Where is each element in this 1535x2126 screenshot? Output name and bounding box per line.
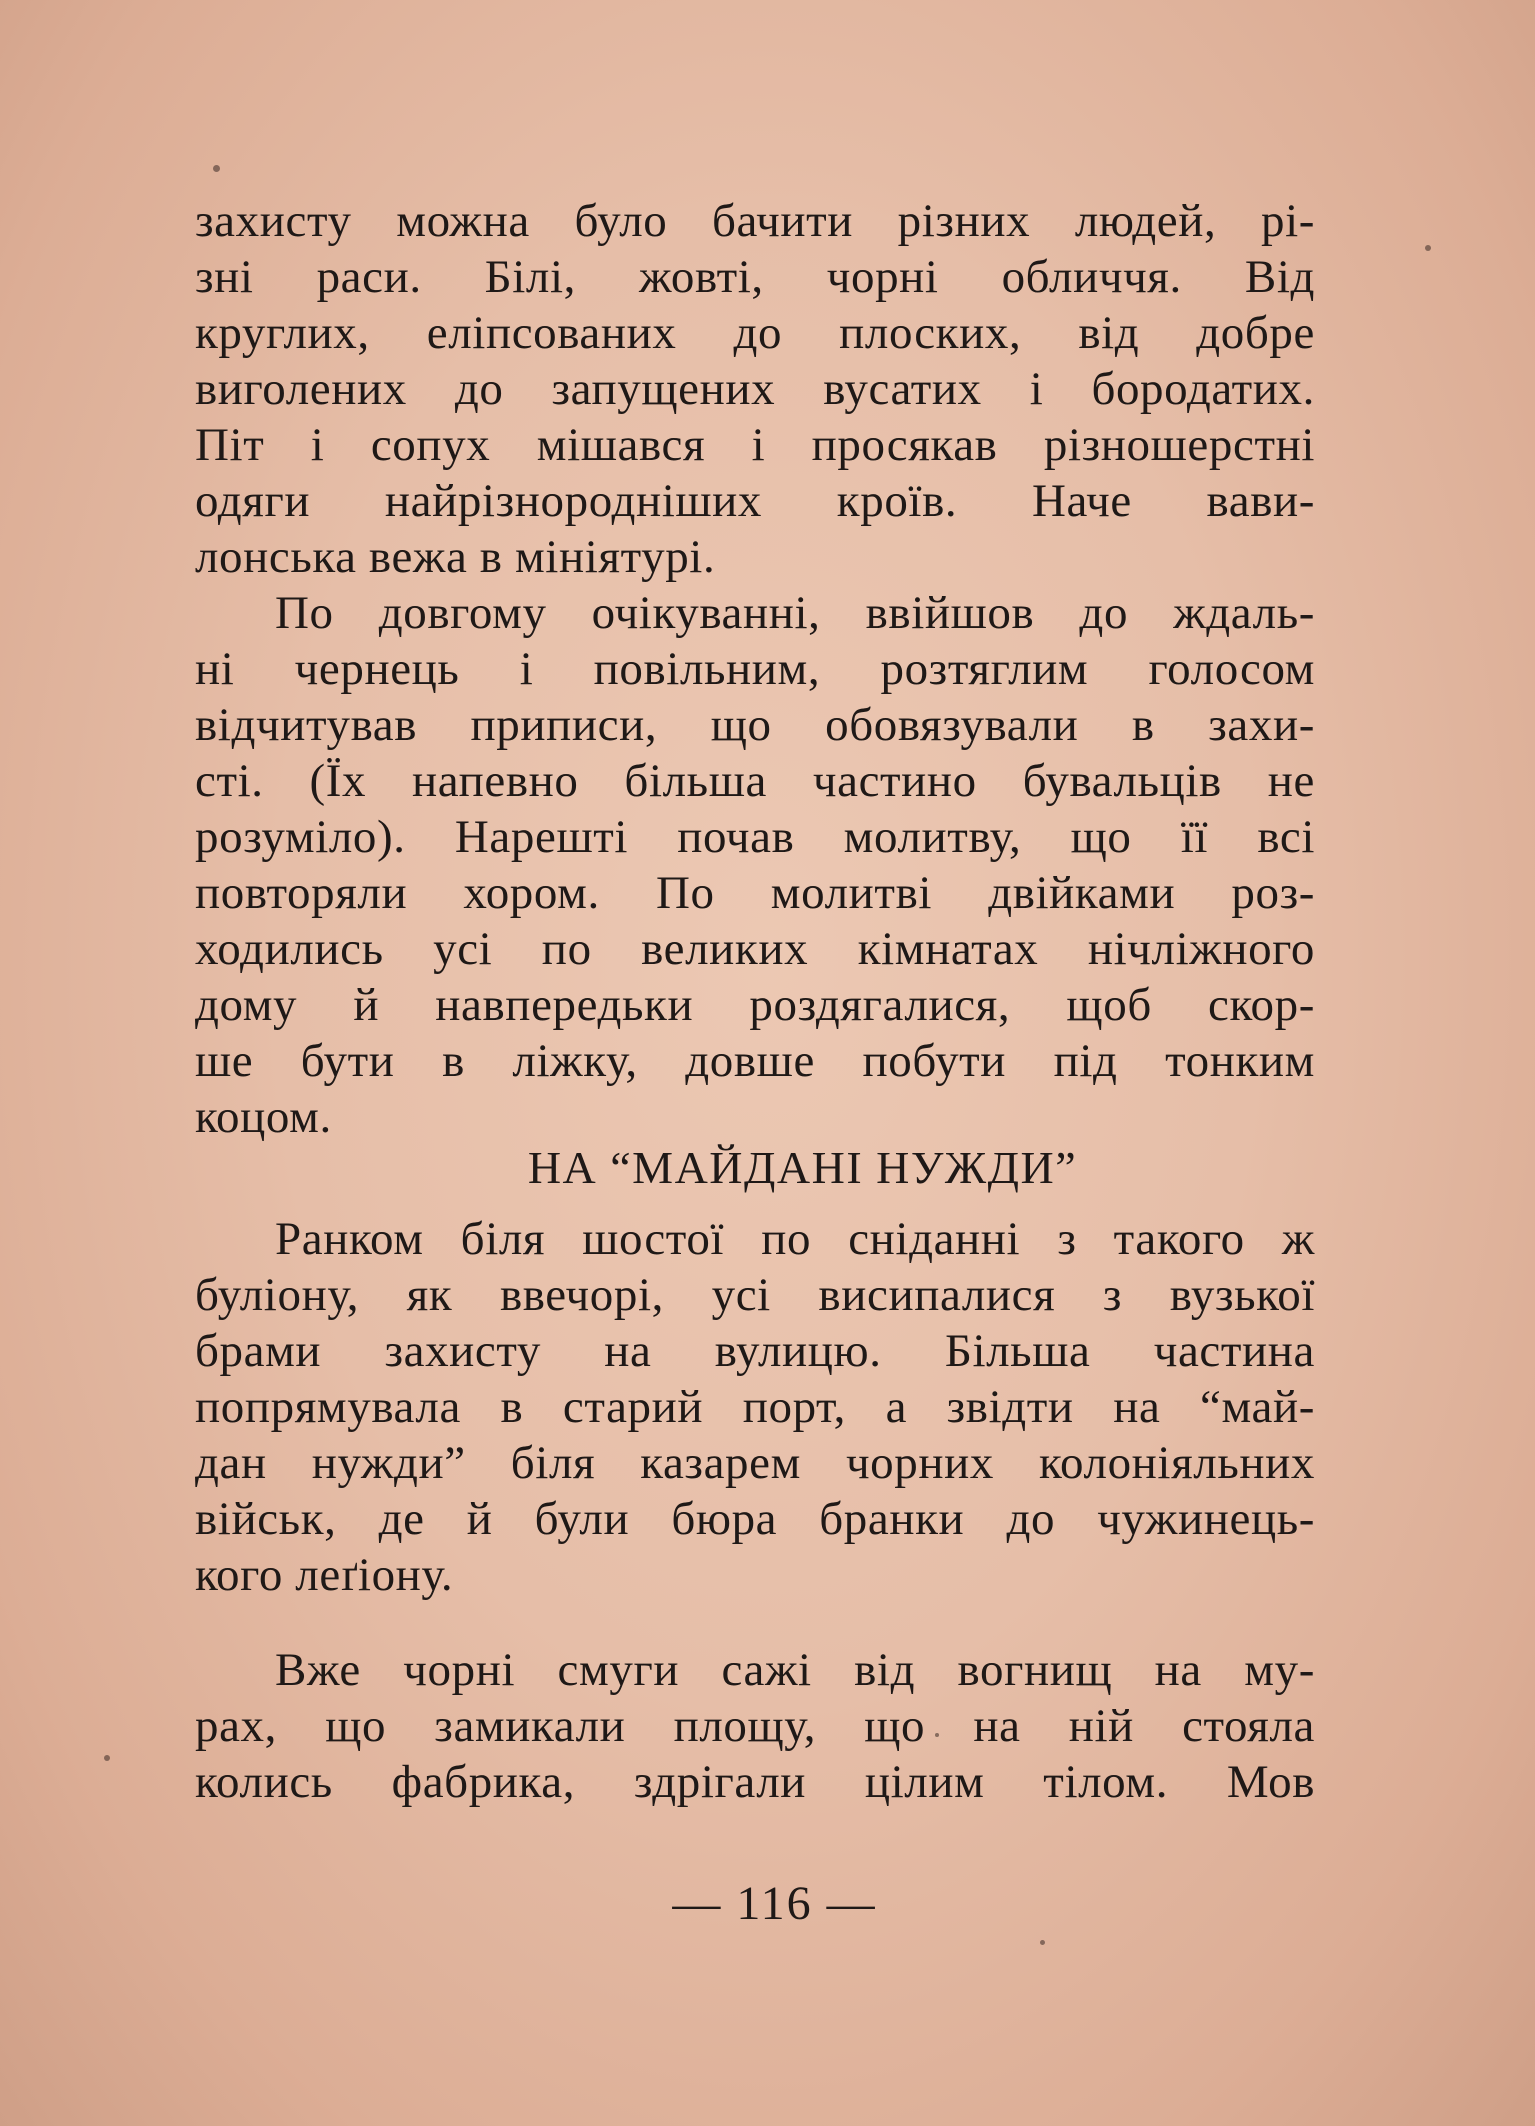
text-line: зні раси. Білі, жовті, чорні обличчя. Від <box>195 251 1315 303</box>
page-number <box>0 1876 1535 1932</box>
text-line: буліону, як ввечорі, усі висипалися з вузької <box>195 1269 1315 1321</box>
text-line: попрямувала в старий порт, а звідти на “май- <box>195 1381 1315 1433</box>
paper-speck <box>1040 1940 1045 1945</box>
paragraph-1 <box>195 193 1315 585</box>
text-line: захисту можна було бачити різних людей, рі- <box>195 195 1315 247</box>
paper-speck <box>104 1755 110 1761</box>
text-line: одяги найрізнородніших кроїв. Наче вави- <box>195 475 1315 527</box>
text-line: ні чернець і повільним, розтяглим голосом <box>195 643 1315 695</box>
text-line: дому й навпередьки роздягалися, щоб скор- <box>195 979 1315 1031</box>
text-line: ше бути в ліжку, довше побути під тонким <box>195 1035 1315 1087</box>
paragraph-2 <box>195 585 1315 1145</box>
paragraph-4 <box>195 1642 1315 1810</box>
text-line: коцом. <box>195 1091 332 1143</box>
text-line: розуміло). Нарешті почав молитву, що її всі <box>195 811 1315 863</box>
text-line: дан нужди” біля казарем чорних колоніяльних <box>195 1437 1315 1489</box>
text-line: відчитував приписи, що обовязували в захи- <box>195 699 1315 751</box>
text-line: ходились усі по великих кімнатах нічліжного <box>195 923 1315 975</box>
paper-speck <box>1425 245 1431 251</box>
text-line: рах, що замикали площу, що на ній стояла <box>195 1700 1315 1752</box>
text-line: Вже чорні смуги сажі від вогнищ на му- <box>275 1644 1315 1696</box>
text-line: брами захисту на вулицю. Більша частина <box>195 1325 1315 1377</box>
text-line: повторяли хором. По молитві двійками роз- <box>195 867 1315 919</box>
text-line: лонська вежа в мініятурі. <box>195 531 716 583</box>
body-text-top <box>195 193 1315 1145</box>
text-line: сті. (Їх напевно більша частино бувальців не <box>195 755 1315 807</box>
section-heading-text: НА “МАЙДАНІ НУЖДИ” <box>527 1142 1078 1193</box>
text-line: кого леґіону. <box>195 1549 454 1601</box>
text-line: військ, де й були бюра бранки до чужинець- <box>195 1493 1315 1545</box>
text-line: Піт і сопух мішався і просякав різношерстні <box>195 419 1315 471</box>
section-heading <box>0 1140 1535 1196</box>
page-number-text: — 116 — <box>672 1877 877 1930</box>
text-line: виголених до запущених вусатих і бородатих. <box>195 363 1315 415</box>
text-line: колись фабрика, здрігали цілим тілом. Мов <box>195 1756 1315 1808</box>
text-line: Ранком біля шостої по сніданні з такого ж <box>275 1213 1315 1265</box>
paper-speck <box>213 165 220 172</box>
paragraph-3 <box>195 1211 1315 1603</box>
text-line: круглих, еліпсованих до плоских, від добре <box>195 307 1315 359</box>
text-line: По довгому очікуванні, ввійшов до ждаль- <box>275 587 1315 639</box>
